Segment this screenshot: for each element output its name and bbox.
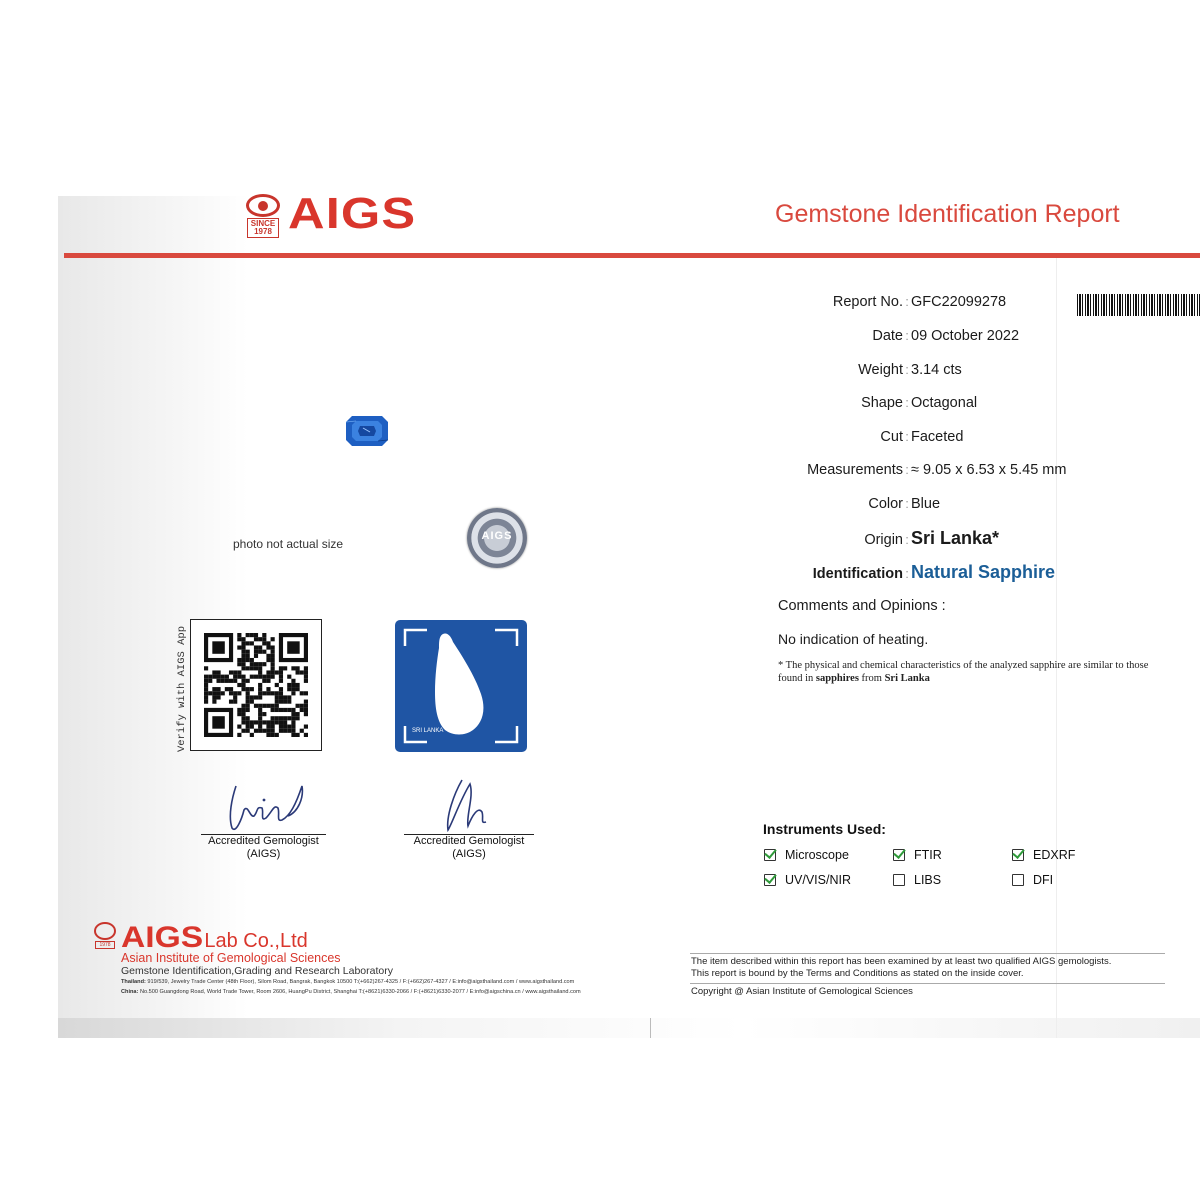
- field-label: Report No.: [832, 294, 903, 310]
- field-measurements: Measurements : ≈ 9.05 x 6.53 x 5.45 mm: [700, 462, 1180, 478]
- sheet-bottom-edge: [58, 1018, 1200, 1038]
- map-label: SRI LANKA: [412, 728, 444, 734]
- signature-2: [436, 776, 496, 834]
- field-color: Color : Blue: [700, 496, 1180, 512]
- checkbox-checked-icon: [893, 849, 905, 861]
- qr-code-icon: [204, 633, 308, 737]
- verify-app-text: Verify with AIGS App: [176, 625, 188, 752]
- instrument-uv-vis-nir: UV/VIS/NIR: [764, 873, 851, 887]
- checkbox-checked-icon: [1012, 849, 1024, 861]
- checkbox-checked-icon: [764, 849, 776, 861]
- field-value: Natural Sapphire: [911, 562, 1056, 582]
- field-value: 09 October 2022: [911, 328, 1020, 344]
- field-value: Octagonal: [911, 395, 978, 411]
- fold-mark: [650, 1018, 651, 1038]
- field-value: Sri Lanka*: [911, 528, 1000, 548]
- logo-wordmark: AIGS: [288, 189, 417, 238]
- lab-address-thailand: Thailand: 919/539, Jewelry Trade Center (48th Floor), Silom Road, Bangrak, Bangkok 10500 T:(+662)267-4325 / F:(+662)267-4327 / E:info@aigsthailand.com / www.aigsthailand.com: [121, 979, 575, 985]
- signature-1-title: Accredited Gemologist (AIGS): [208, 835, 319, 860]
- field-value: Faceted: [911, 429, 964, 445]
- disclaimer-line-2: This report is bound by the Terms and Conditions as stated on the inside cover.: [691, 968, 1024, 979]
- field-label: Measurements: [807, 462, 903, 478]
- origin-footnote: * The physical and chemical characteristics of the analyzed sapphire are similar to those found in sapphires from Sri Lanka: [778, 660, 1149, 684]
- field-date: Date : 09 October 2022: [700, 328, 1180, 344]
- field-label: Cut: [880, 429, 903, 445]
- field-label: Identification: [812, 566, 903, 582]
- checkbox-checked-icon: [764, 874, 776, 886]
- field-label: Date: [872, 328, 903, 344]
- checkbox-unchecked-icon: [893, 874, 905, 886]
- field-shape: Shape : Octagonal: [700, 395, 1180, 411]
- field-label: Origin: [864, 532, 903, 548]
- field-value: ≈ 9.05 x 6.53 x 5.45 mm: [911, 462, 1067, 478]
- signature-1: [222, 778, 312, 834]
- instrument-edxrf: EDXRF: [1012, 848, 1075, 862]
- field-value: Blue: [911, 496, 941, 512]
- lab-seal-icon: 1978: [93, 922, 117, 952]
- field-cut: Cut : Faceted: [700, 429, 1180, 445]
- lab-logo: 1978 AIGS Lab Co.,Ltd: [93, 922, 308, 952]
- lab-institute: Asian Institute of Gemological Sciences: [121, 951, 341, 965]
- checkbox-unchecked-icon: [1012, 874, 1024, 886]
- barcode: [1077, 294, 1200, 316]
- verification-qr-code[interactable]: [190, 619, 322, 751]
- instrument-microscope: Microscope: [764, 848, 849, 862]
- aigs-seal-icon: SINCE 1978: [244, 194, 282, 238]
- hologram-seal-icon: AIGS: [467, 508, 527, 568]
- field-value: GFC22099278: [911, 294, 1007, 310]
- lab-address-china: China: No.500 Guangdong Road, World Trade Tower, Room 2606, HuangPu District, Shanghai T:(+8621)6330-2066 / F:(+8621)6330-2077 / E:info@aigschina.cn / www.aigsthailand.com: [121, 989, 581, 995]
- lab-subtitle: Gemstone Identification,Grading and Research Laboratory: [121, 965, 393, 977]
- field-label: Color: [868, 496, 903, 512]
- instruments-heading: Instruments Used:: [763, 821, 886, 837]
- comments-label: Comments and Opinions :: [778, 598, 946, 614]
- copyright: Copyright @ Asian Institute of Gemological Sciences: [691, 986, 913, 997]
- instrument-dfi: DFI: [1012, 873, 1053, 887]
- certificate-sheet: [58, 189, 1200, 1038]
- field-label: Weight: [858, 362, 903, 378]
- instrument-ftir: FTIR: [893, 848, 942, 862]
- field-label: Shape: [861, 395, 903, 411]
- field-identification: Identification : Natural Sapphire: [700, 562, 1180, 583]
- photo-note: photo not actual size: [233, 537, 344, 551]
- report-title: Gemstone Identification Report: [775, 200, 1120, 228]
- field-value: 3.14 cts: [911, 362, 962, 378]
- disclaimer-line-1: The item described within this report has been examined by at least two qualified AIGS gemologists.: [691, 956, 1112, 967]
- header-rule: [64, 253, 1200, 258]
- signature-2-title: Accredited Gemologist (AIGS): [413, 835, 525, 860]
- origin-map: [395, 620, 527, 752]
- sapphire-photo: [346, 416, 388, 446]
- aigs-logo: [244, 189, 417, 238]
- instrument-libs: LIBS: [893, 873, 941, 887]
- field-weight: Weight : 3.14 cts: [700, 362, 1180, 378]
- comments-text: No indication of heating.: [778, 631, 929, 647]
- field-report-no: Report No. : GFC22099278: [700, 294, 1180, 310]
- field-origin: Origin : Sri Lanka*: [700, 528, 1180, 549]
